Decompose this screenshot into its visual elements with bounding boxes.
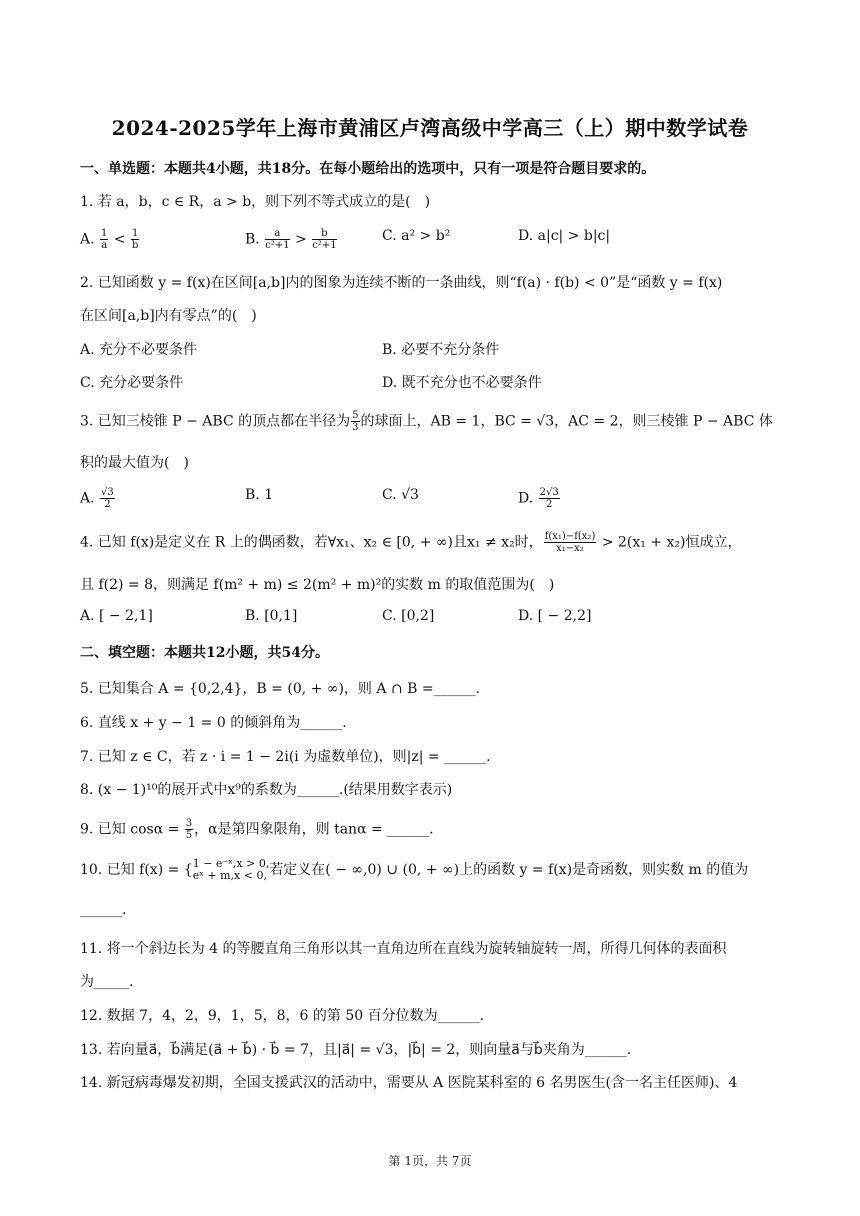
question-2-option-b: B. 必要不充分条件 [382,342,500,358]
fraction-denominator: 2 [546,499,553,510]
fraction-numerator: b [312,228,336,240]
fraction [100,228,108,251]
text-segment: 的球面上，AB = 1，BC = √3，AC = 2，则三棱锥 P − ABC 体 [360,413,773,430]
question-11-line-2: 为_____. [80,974,134,990]
question-4-option-b: B. [0,1] [245,608,298,624]
question-1-option-b [245,228,338,251]
fraction-denominator: c²+1 [312,240,337,251]
question-8: 8. (x − 1)¹⁰的展开式中x⁹的系数为______.(结果用数字表示) [80,782,453,798]
question-10-line-1 [80,858,748,882]
question-3-line-2: 积的最大值为( ) [80,455,189,471]
fraction-numerator: 3 [185,818,193,829]
question-6: 6. 直线 x + y − 1 = 0 的倾斜角为______. [80,715,347,731]
fraction-numerator: √3 [101,487,114,498]
section-heading-single-choice: 一、单选题：本题共4小题，共18分。在每小题给出的选项中，只有一项是符合题目要求的。 [80,161,656,177]
question-1-options [80,228,780,252]
case-1: 1 − e⁻ˣ,x > 0, [192,857,270,870]
text-segment: 10. 已知 f(x) = { [80,862,193,878]
fraction-numerator: f(x₁)−f(x₂) [544,531,596,542]
fraction [351,410,359,433]
option-label: B. [245,231,260,248]
question-1-stem: 1. 若 a，b，c ∈ R，a > b，则下列不等式成立的是( ) [80,194,431,210]
question-3-option-b: B. 1 [245,487,274,503]
question-3-option-a [80,487,116,510]
question-1-option-a [80,228,140,251]
fraction-denominator: 3 [352,422,359,433]
question-5: 5. 已知集合 A = {0,2,4}，B = (0, + ∞)，则 A ∩ B =______. [80,681,481,697]
fraction-denominator: a [101,240,108,251]
option-label: A. [80,490,95,507]
question-9 [80,818,434,841]
question-14-line-1: 14. 新冠病毒爆发初期，全国支援武汉的活动中，需要从 A 医院某科室的 6 名男医生(含一名主任医师)、4 [80,1075,738,1091]
fraction-numerator: 5 [352,410,359,421]
question-2-options-row-2 [80,372,780,396]
question-3-option-c: C. √3 [382,487,419,503]
question-13: 13. 若向量a⃗，b⃗满足(a⃗ + b⃗) · b⃗ = 7，且|a⃗| = √3，|b⃗| = 2，则向量a⃗与b⃗夹角为______. [80,1042,632,1058]
fraction [312,228,336,251]
question-3-options [80,487,780,511]
question-10-line-2: ______. [80,902,127,918]
question-3-line-1 [80,410,773,433]
fraction [185,818,193,841]
fraction [539,487,560,510]
question-12: 12. 数据 7，4，2，9，1，5，8，6 的第 50 百分位数为______. [80,1008,485,1024]
piecewise-cases [193,858,270,882]
question-2-options-row-1 [80,339,780,363]
question-4-option-d: D. [ − 2,2] [518,608,592,624]
case-2: eˣ + m,x < 0, [192,869,267,882]
text-segment: 9. 已知 cosα = [80,821,184,838]
option-label: A. [80,231,95,248]
fraction-numerator: a [265,228,289,240]
question-3-option-d [518,487,561,510]
operator: > [290,231,312,248]
question-2-option-d: D. 既不充分也不必要条件 [382,375,542,391]
question-1-option-d: D. a|c| > b|c| [518,228,611,244]
text-segment: ，α是第四象限角，则 tanα = ______. [194,821,434,838]
question-4-line-2: 且 f(2) = 8，则满足 f(m² + m) ≤ 2(m² + m)²的实数 m 的取值范围为( ) [80,577,555,593]
question-4-option-c: C. [0,2] [382,608,435,624]
question-2-line-2: 在区间[a,b]内有零点”的( ) [80,308,257,324]
text-segment: 若定义在( − ∞,0) ∪ (0, + ∞)上的函数 y = f(x)是奇函数，则实数 m 的值为 [269,862,749,878]
section-heading-fill-in: 二、填空题：本题共12小题，共54分。 [80,645,329,661]
fraction-denominator: 2 [104,499,111,510]
question-2-line-1: 2. 已知函数 y = f(x)在区间[a,b]内的图象为连续不断的一条曲线，则“f(a) · f(b) < 0”是“函数 y = f(x) [80,275,723,291]
fraction [131,228,139,251]
fraction [100,487,115,510]
fraction-denominator: b [132,240,139,251]
fraction [544,531,597,554]
fraction-denominator: c²+1 [265,240,290,251]
operator: < [109,231,131,248]
question-2-option-a: A. 充分不必要条件 [80,342,198,358]
fraction [265,228,289,251]
fraction-numerator: 1 [101,228,108,239]
fraction-numerator: 1 [132,228,139,239]
text-segment: 4. 已知 f(x)是定义在 R 上的偶函数，若∀x₁、x₂ ∈ [0, + ∞)且x₁ ≠ x₂时， [80,534,543,551]
fraction-numerator: 2√3 [539,487,559,498]
question-4-option-a: A. [ − 2,1] [80,608,153,624]
page-footer: 第 1页，共 7页 [388,1154,472,1168]
question-7: 7. 已知 z ∈ C，若 z · i = 1 − 2i(i 为虚数单位)，则|z| = ______. [80,749,491,765]
text-segment: 3. 已知三棱锥 P − ABC 的顶点都在半径为 [80,413,351,430]
option-label: D. [518,490,534,507]
question-4-line-1 [80,531,741,554]
question-11-line-1: 11. 将一个斜边长为 4 的等腰直角三角形以其一直角边所在直线为旋转轴旋转一周，所得几何体的表面积 [80,941,727,957]
question-2-option-c: C. 充分必要条件 [80,375,184,391]
question-4-options [80,608,780,632]
fraction-denominator: 5 [185,830,193,841]
text-segment: > 2(x₁ + x₂)恒成立， [597,534,742,551]
fraction-denominator: x₁−x₂ [556,543,584,554]
question-1-option-c: C. a² > b² [382,228,451,244]
page-title: 2024-2025学年上海市黄浦区卢湾高级中学高三（上）期中数学试卷 [111,116,749,140]
